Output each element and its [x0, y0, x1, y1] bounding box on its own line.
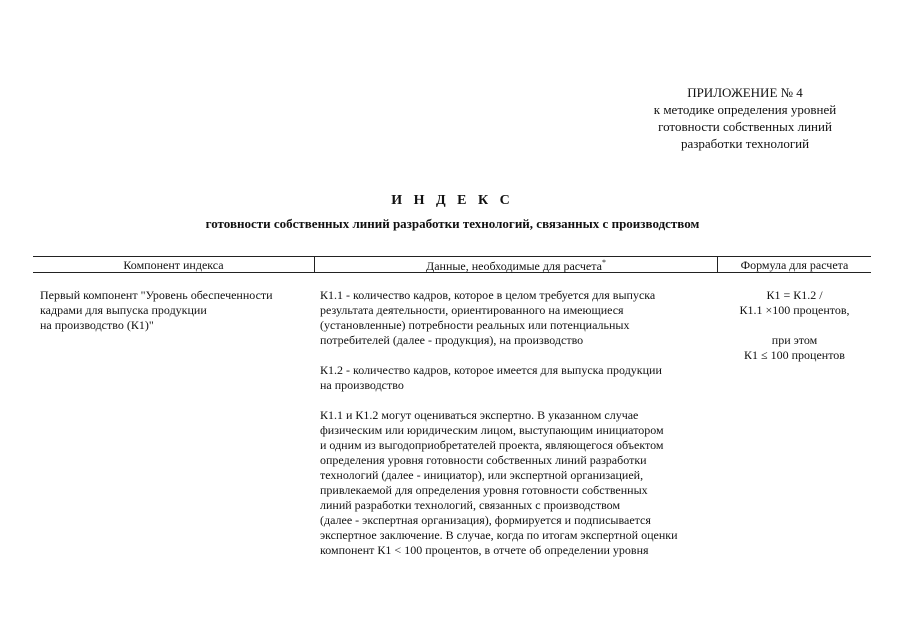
expert-line: и одним из выгодоприобретателей проекта, являющегося объектом — [320, 438, 664, 452]
expert-line: технологий (далее - инициатор), или экспертной организацией, — [320, 468, 644, 482]
formula-block — [718, 288, 871, 318]
condition-line: К1 ≤ 100 процентов — [744, 348, 845, 362]
expert-line: (далее - экспертная организация), формируется и подписывается — [320, 513, 651, 527]
expert-line: определения уровня готовности собственных линий разработки — [320, 453, 647, 467]
header-component — [33, 258, 314, 273]
expert-line: линий разработки технологий, связанных с производством — [320, 498, 621, 512]
formula-cell — [718, 288, 871, 363]
header-data — [315, 258, 717, 274]
k11-line: потребителей (далее - продукция), на производство — [320, 333, 584, 347]
expert-line: компонент К1 < 100 процентов, в отчете об определении уровня — [320, 543, 649, 557]
header-formula — [718, 258, 871, 273]
k11-line: результата деятельности, ориентированного на имеющиеся — [320, 303, 624, 317]
k11-line: К1.1 - количество кадров, которое в целом требуется для выпуска — [320, 288, 656, 302]
formula-line: К1 = К1.2 / — [766, 288, 823, 302]
header-data-label: Данные, необходимые для расчета — [426, 259, 602, 273]
appendix-line: готовности собственных линий — [658, 119, 832, 134]
document-subtitle: готовности собственных линий разработки технологий, связанных с производством — [205, 216, 700, 231]
condition-line: при этом — [771, 333, 818, 347]
component-line: на производство (К1)" — [40, 318, 154, 332]
appendix-line: разработки технологий — [680, 136, 810, 151]
expert-paragraph — [320, 408, 678, 558]
footnote-mark: * — [601, 258, 606, 267]
k12-paragraph — [320, 363, 678, 393]
component-line: кадрами для выпуска продукции — [40, 303, 207, 317]
expert-line: экспертное заключение. В случае, когда по итогам экспертной оценки — [320, 528, 678, 542]
expert-line: привлекаемой для определения уровня готовности собственных — [320, 483, 648, 497]
appendix-line: к методике определения уровней — [653, 102, 837, 117]
expert-line: К1.1 и К1.2 могут оцениваться экспертно. В указанном случае — [320, 408, 639, 422]
k12-line: К1.2 - количество кадров, которое имеется для выпуска продукции — [320, 363, 662, 377]
table-top-rule — [33, 256, 871, 257]
document-title: И Н Д Е К С — [391, 193, 514, 208]
appendix-line: ПРИЛОЖЕНИЕ № 4 — [687, 85, 803, 100]
k12-line: на производство — [320, 378, 404, 392]
formula-line: К1.1 ×100 процентов, — [739, 303, 850, 317]
header-formula-label: Формула для расчета — [740, 258, 849, 272]
k11-paragraph — [320, 288, 678, 348]
data-cell — [320, 288, 678, 558]
expert-line: физическим или юридическим лицом, выступающим инициатором — [320, 423, 664, 437]
k11-line: (установленные) потребности реальных или потенциальных — [320, 318, 630, 332]
header-component-label: Компонент индекса — [123, 258, 224, 272]
component-line: Первый компонент "Уровень обеспеченности — [40, 288, 273, 302]
condition-block — [718, 333, 871, 363]
appendix-block — [610, 84, 880, 152]
component-cell — [40, 288, 273, 333]
